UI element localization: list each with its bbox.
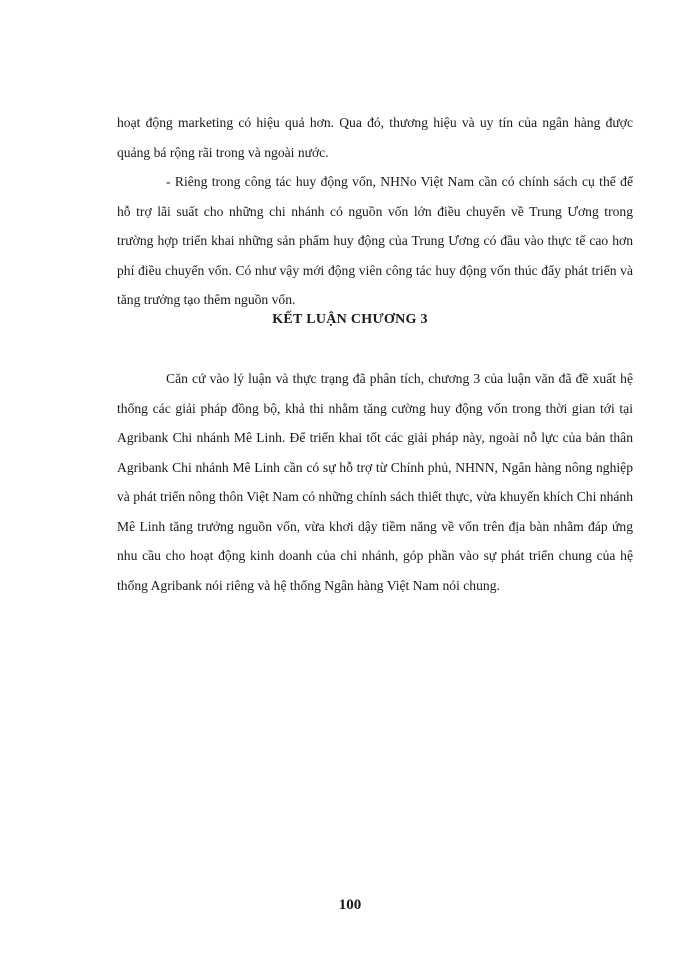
body-text-top: [117, 108, 633, 315]
paragraph-capital-mobilization: - Riêng trong công tác huy động vốn, NHNo Việt Nam cần có chính sách cụ thể để hỗ trợ lãi suất cho những chi nhánh có nguồn vốn lớn điều chuyển về Trung Ương trong trường hợp triển khai những sản phẩm huy động của Trung Ương có đầu vào thực tế cao hơn phí điều chuyển vốn. Có như vậy mới động viên công tác huy động vốn thúc đẩy phát triển và tăng trưởng tạo thêm nguồn vốn.: [117, 174, 633, 307]
section-heading: KẾT LUẬN CHƯƠNG 3: [272, 312, 428, 327]
page-number: 100: [338, 897, 362, 913]
paragraph-conclusion: Căn cứ vào lý luận và thực trạng đã phân tích, chương 3 của luận văn đã đề xuất hệ thống các giải pháp đồng bộ, khả thi nhằm tăng cường huy động vốn trong thời gian tới tại Agribank Chi nhánh Mê Linh. Để triển khai tốt các giải pháp này, ngoài nỗ lực của bản thân Agribank Chi nhánh Mê Linh cần có sự hỗ trợ từ Chính phủ, NHNN, Ngân hàng nông nghiệp và phát triển nông thôn Việt Nam có những chính sách thiết thực, vừa khuyến khích Chi nhánh Mê Linh tăng trưởng nguồn vốn, vừa khơi dậy tiềm năng về vốn trên địa bàn nhằm đáp ứng nhu cầu cho hoạt động kinh doanh của chi nhánh, góp phần vào sự phát triển chung của hệ thống Agribank nói riêng và hệ thống Ngân hàng Việt Nam nói chung.: [117, 371, 633, 593]
paragraph-continuation: hoạt động marketing có hiệu quả hơn. Qua đó, thương hiệu và uy tín của ngân hàng được quảng bá rộng rãi trong và ngoài nước.: [117, 115, 633, 160]
body-text-conclusion: [117, 364, 633, 600]
